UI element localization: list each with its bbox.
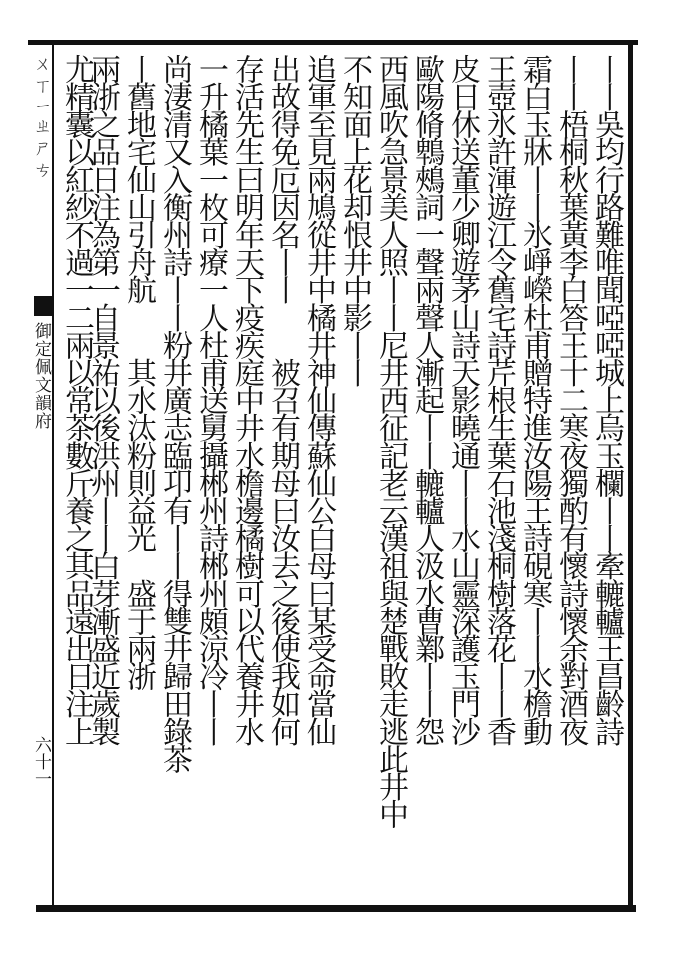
frame-right-border <box>628 40 633 912</box>
text-column-6: 歐陽脩鵯鵊詞一聲兩聲人漸起丨丨轆轤人汲水曹鄴丨丨怨 <box>409 54 444 745</box>
frame-bottom-border <box>36 905 636 912</box>
fish-tail-mark <box>34 296 52 316</box>
book-title-tab: 御定佩文韻府 <box>31 322 51 430</box>
text-column-14: 丨舊地宅仙山引舟航 其水汰粉則益光 盛于兩浙 <box>121 54 156 689</box>
text-column-5: 皮日休送董少卿遊茅山詩天影曉通丨丨水山靈深護玉門沙 <box>445 54 480 745</box>
text-column-3: 霜白玉牀丨丨氷崢嶸杜甫贈特進汝陽王詩硯寒丨丨水檐動 <box>517 54 552 745</box>
page-number: 六十一 <box>31 736 51 787</box>
text-column-12: 一升橘葉一枚可療一人杜甫送舅攝郴州詩郴州頗涼冷丨丨 <box>193 54 228 745</box>
margin-upper-text: ㄨㄒㄧㄓㄕㄘ <box>31 54 52 183</box>
text-column-10: 出故得免厄因名丨丨 被召有期母曰汝去之後使我如何 <box>265 54 300 745</box>
text-column-7: 西風吹急景美人照丨丨尼井西征記老云漢祖與楚戰敗走逃此井中 <box>373 54 408 827</box>
frame-top-border <box>28 40 638 45</box>
text-column-8: 不知面上花却恨井中影丨丨 <box>337 54 372 745</box>
text-column-1: 丨丨吳均行路難唯聞啞啞城上烏玉欄丨丨牽轆轤王昌齡詩 <box>589 54 624 745</box>
text-column-4: 王壺氷許渾遊江令舊宅詩芹根生葉石池淺桐樹落花丨丨香 <box>481 54 516 745</box>
text-column-16: 尤精囊以紅紗不過一二兩以常茶數斤養之其品遠出日注上 <box>59 54 94 745</box>
text-column-13: 尚淒清又入衡州詩丨丨粉井廣志臨卭有丨丨得雙井歸田錄茶 <box>157 54 192 772</box>
text-column-11: 存活先生曰明年天下疫疾庭中井水檐邊橘樹可以代養井水 <box>229 54 264 745</box>
text-column-15: 兩浙之品日注為第一自景祐以後洪州丨丨白芽漸盛近歲製 <box>85 54 120 745</box>
text-column-2: 丨丨梧桐秋葉黃李白答王十二寒夜獨酌有懷詩懷余對酒夜 <box>553 54 588 745</box>
text-column-9: 追軍至見兩鳩從井中橘井神仙傳蘇仙公白母曰某受命當仙 <box>301 54 336 745</box>
